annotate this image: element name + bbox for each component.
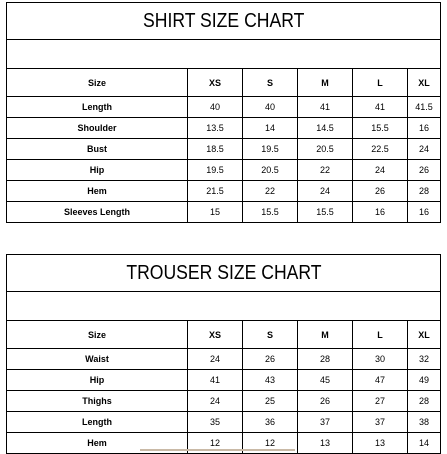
table-cell: 24	[408, 139, 441, 160]
size-xs-header: XS	[188, 321, 243, 349]
header-row	[7, 69, 441, 97]
table-cell: 16	[353, 202, 408, 223]
size-s-header: S	[243, 321, 298, 349]
size-l-header: L	[353, 69, 408, 97]
size-xs-header: XS	[188, 69, 243, 97]
table-cell: 13.5	[188, 118, 243, 139]
table-cell: 12	[243, 433, 298, 454]
table-cell: 15.5	[298, 202, 353, 223]
table-cell: 27	[353, 391, 408, 412]
table-cell: 40	[188, 97, 243, 118]
table-row	[7, 160, 441, 181]
table-cell: 20.5	[298, 139, 353, 160]
table-cell: 30	[353, 349, 408, 370]
table-cell: 26	[243, 349, 298, 370]
row-label: Hip	[7, 370, 188, 391]
table-cell: 24	[188, 391, 243, 412]
row-label: Thighs	[7, 391, 188, 412]
table-cell: 37	[298, 412, 353, 433]
table-cell: 35	[188, 412, 243, 433]
table-cell: 32	[408, 349, 441, 370]
table-row	[7, 202, 441, 223]
table-cell: 18.5	[188, 139, 243, 160]
table-row	[7, 139, 441, 160]
table-cell: 16	[408, 202, 441, 223]
size-m-header: M	[298, 69, 353, 97]
size-xl-header: XL	[408, 321, 441, 349]
row-label: Length	[7, 412, 188, 433]
table-cell: 15.5	[243, 202, 298, 223]
table-cell: 21.5	[188, 181, 243, 202]
table-cell: 16	[408, 118, 441, 139]
table-cell: 26	[408, 160, 441, 181]
table-row	[7, 97, 441, 118]
table-cell: 26	[298, 391, 353, 412]
table-cell: 24	[298, 181, 353, 202]
row-label: Waist	[7, 349, 188, 370]
table-cell: 24	[188, 349, 243, 370]
row-label: Length	[7, 97, 188, 118]
table-cell: 13	[298, 433, 353, 454]
size-header: Size	[7, 69, 188, 97]
size-xl-header: XL	[408, 69, 441, 97]
table-cell: 15	[188, 202, 243, 223]
table-cell: 19.5	[188, 160, 243, 181]
size-m-header: M	[298, 321, 353, 349]
table-cell: 19.5	[243, 139, 298, 160]
shirt-size-chart	[6, 2, 440, 223]
table-cell: 12	[188, 433, 243, 454]
table-cell: 36	[243, 412, 298, 433]
table-cell: 15.5	[353, 118, 408, 139]
table-cell: 28	[298, 349, 353, 370]
table-row	[7, 370, 441, 391]
size-s-header: S	[243, 69, 298, 97]
trouser-chart-title: TROUSER SIZE CHART	[125, 261, 322, 284]
row-label: Bust	[7, 139, 188, 160]
shirt-size-table	[6, 2, 441, 223]
table-cell: 22	[298, 160, 353, 181]
table-cell: 14.5	[298, 118, 353, 139]
blank-row	[7, 40, 441, 69]
table-cell: 13	[353, 433, 408, 454]
table-cell: 14	[243, 118, 298, 139]
table-row	[7, 118, 441, 139]
table-cell: 43	[243, 370, 298, 391]
blank-row	[7, 292, 441, 321]
table-row	[7, 181, 441, 202]
table-cell: 41	[353, 97, 408, 118]
trouser-size-chart	[6, 254, 440, 454]
table-cell: 47	[353, 370, 408, 391]
table-cell: 41	[188, 370, 243, 391]
row-label: Hip	[7, 160, 188, 181]
row-label: Hem	[7, 181, 188, 202]
trouser-chart-title-cell	[7, 255, 441, 292]
table-row	[7, 412, 441, 433]
row-label: Shoulder	[7, 118, 188, 139]
table-cell: 37	[353, 412, 408, 433]
header-row	[7, 321, 441, 349]
table-row	[7, 349, 441, 370]
shirt-chart-title-cell	[7, 3, 441, 40]
table-cell: 24	[353, 160, 408, 181]
table-cell: 41	[298, 97, 353, 118]
row-label: Hem	[7, 433, 188, 454]
table-cell: 22.5	[353, 139, 408, 160]
row-label: Sleeves Length	[7, 202, 188, 223]
table-cell: 25	[243, 391, 298, 412]
table-cell: 22	[243, 181, 298, 202]
table-cell: 28	[408, 181, 441, 202]
trouser-size-table	[6, 254, 441, 454]
table-cell: 49	[408, 370, 441, 391]
table-cell: 26	[353, 181, 408, 202]
table-cell: 41.5	[408, 97, 441, 118]
table-cell: 14	[408, 433, 441, 454]
table-cell: 20.5	[243, 160, 298, 181]
table-cell: 28	[408, 391, 441, 412]
size-header: Size	[7, 321, 188, 349]
table-cell: 40	[243, 97, 298, 118]
size-l-header: L	[353, 321, 408, 349]
shirt-chart-title: SHIRT SIZE CHART	[142, 9, 305, 32]
table-cell: 45	[298, 370, 353, 391]
table-row	[7, 391, 441, 412]
table-cell: 38	[408, 412, 441, 433]
